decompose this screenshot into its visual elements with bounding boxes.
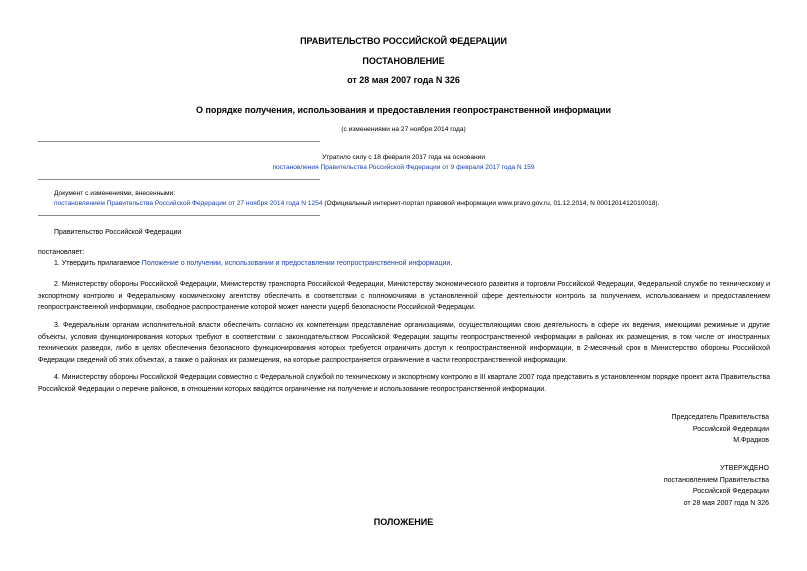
approval-line-2: постановлением Правительства bbox=[663, 476, 769, 484]
item-1-prefix: 1. Утвердить прилагаемое bbox=[54, 260, 142, 267]
divider-status bbox=[38, 179, 320, 180]
section-title: ПОЛОЖЕНИЕ bbox=[373, 517, 434, 527]
document-title: О порядке получения, использования и предоставления геопространственной информации bbox=[195, 105, 612, 115]
item-3-text: 3. Федеральным органам исполнительной власти обеспечить согласно их компетенции представление организациями, осуществляющими свою деятельность в сфере их ведения, имеющими режимные и другие объекты, условия функционирования которых требуют в соответствии с законодательством Российской Федерации защиты геопространственной информации в районах их размещения, в том числе от иностранных технических разведок, либо в целях обеспечения безопасного функционирования которых требуется ограничить доступ к геопространственной информации, в 2-месячный срок в Министерство обороны Российской Федерации сведений об этих объектах, а также о районах их размещения, на которые распространяется ограничение в части геопространственной информации. bbox=[38, 322, 770, 364]
regulation-link[interactable]: Положение о получении, использовании и предоставлении геопространственной информации bbox=[141, 260, 451, 267]
signature-block bbox=[672, 412, 769, 447]
signature-line-2: Российской Федерации bbox=[692, 425, 769, 433]
decrees-text: постановляет: bbox=[38, 249, 85, 256]
approval-line-1: УТВЕРЖДЕНО bbox=[719, 465, 769, 472]
changes-label: Документ с изменениями, внесенными: bbox=[54, 190, 176, 197]
signature-line-3: М.Фрадков bbox=[733, 437, 769, 444]
expired-decree-link[interactable]: постановления Правительства Российской Федерации от 9 февраля 2017 года N 159 bbox=[272, 164, 535, 171]
item-1 bbox=[54, 258, 452, 270]
item-2-text: 2. Министерству обороны Российской Федерации, Министерству транспорта Российской Федерации, Министерству экономического развития и торговли Российской Федерации, Федеральной службе по техническому и экспортному контролю и Федеральному космическому агентству обеспечить в соответствии с полномочиями в установленной сфере деятельности контроль за получением, использованием и предоставлением геопространственной информации, свободное распространение которой может нанести ущерб безопасности Российской Федерации. bbox=[38, 281, 770, 311]
issuer-text: Правительство Российской Федерации bbox=[54, 229, 182, 236]
doc-type-heading: ПОСТАНОВЛЕНИЕ bbox=[362, 56, 445, 66]
divider-changes bbox=[38, 215, 320, 216]
item-1-suffix: . bbox=[450, 260, 453, 267]
amendments-note: (с изменениями на 27 ноября 2014 года) bbox=[341, 126, 466, 133]
item-4 bbox=[38, 372, 770, 395]
item-4-text: 4. Министерству обороны Российской Федерации совместно с Федеральной службой по техническому и экспортному контролю в III квартале 2007 года представить в установленном порядке проект акта Правительства Российской Федерации о перечне районов, в отношении которых вводится ограничение на получение и использование геопространственной информации. bbox=[38, 374, 770, 393]
government-heading: ПРАВИТЕЛЬСТВО РОССИЙСКОЙ ФЕДЕРАЦИИ bbox=[300, 36, 507, 46]
item-2 bbox=[38, 279, 770, 314]
doc-date-heading: от 28 мая 2007 года N 326 bbox=[347, 75, 460, 85]
expired-status-text: Утратило силу с 18 февраля 2017 года на основании bbox=[321, 154, 486, 161]
changes-decree-link[interactable]: постановлением Правительства Российской Федерации от 27 ноября 2014 года N 1254 bbox=[54, 200, 323, 207]
item-3 bbox=[38, 320, 770, 366]
approval-block bbox=[664, 463, 769, 509]
changes-source: (Официальный интернет-портал правовой информации www.pravo.gov.ru, 01.12.2014, N 0001201412010018). bbox=[322, 200, 660, 207]
divider-top bbox=[38, 141, 320, 142]
approval-line-3: Российской Федерации bbox=[692, 488, 769, 495]
signature-line-1: Председатель Правительства bbox=[671, 414, 769, 421]
approval-line-4: от 28 мая 2007 года N 326 bbox=[683, 499, 769, 507]
changes-line bbox=[54, 198, 659, 209]
